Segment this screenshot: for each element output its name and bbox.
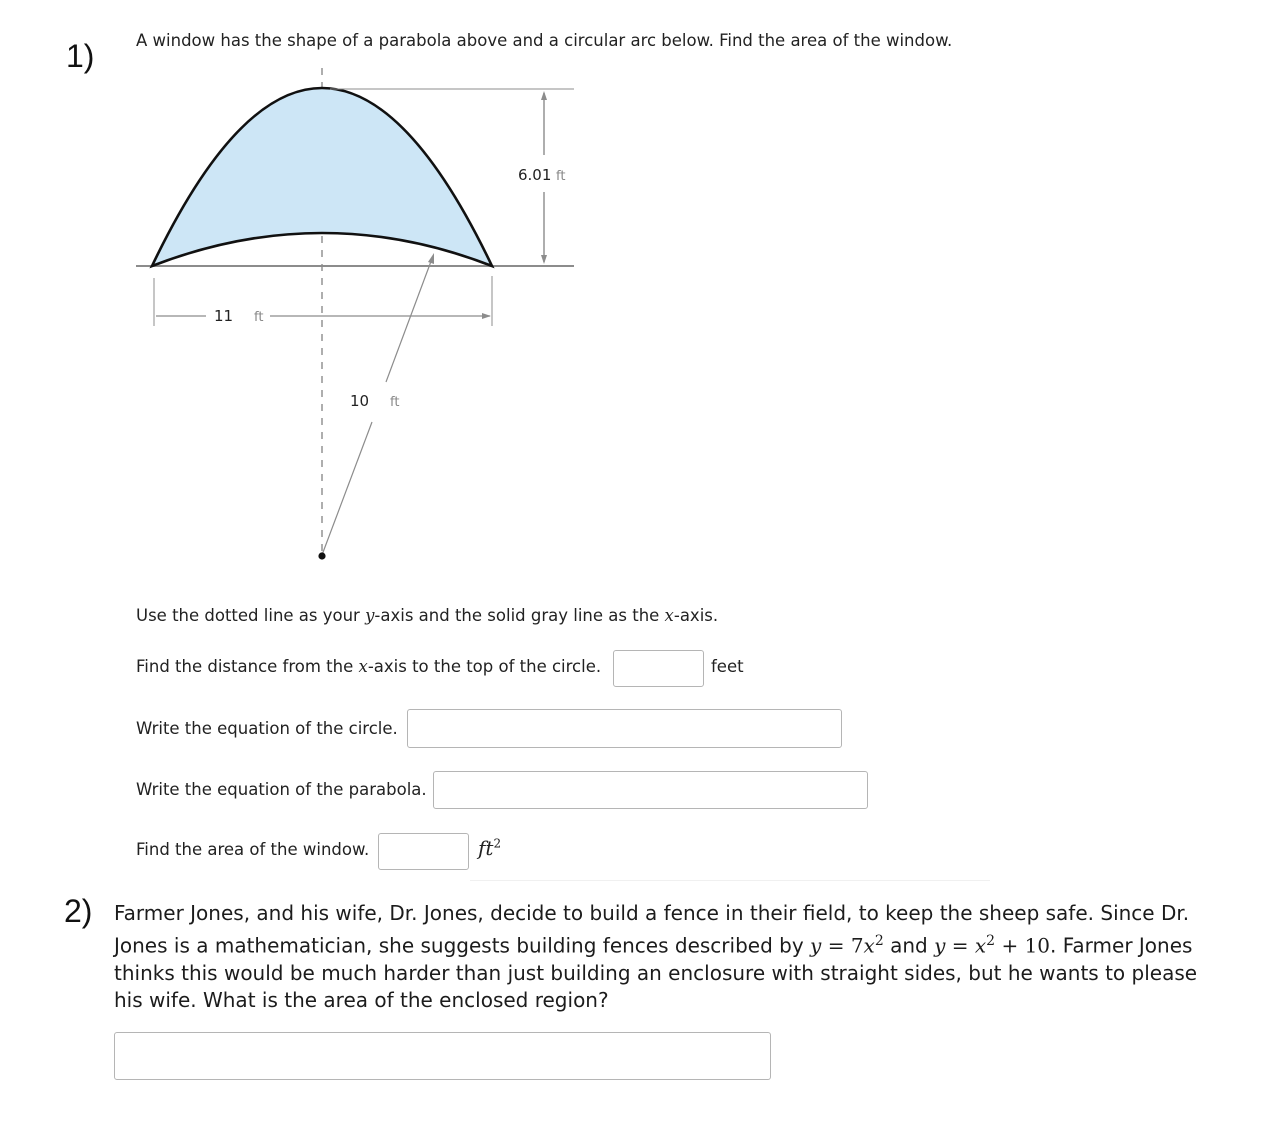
window-figure: [0, 0, 620, 580]
question-2-line-4: his wife. What is the area of the enclosed region?: [114, 988, 609, 1013]
height-arrow-up: [541, 91, 547, 100]
question-2-text: [114, 900, 1214, 1015]
question-1-number: 1): [66, 38, 95, 74]
question-2-line-3: thinks this would be much harder than just building an enclosure with straight sides, but he wants to please: [114, 960, 1198, 985]
area-unit: $ft^2$: [478, 836, 502, 860]
height-unit: ft: [556, 169, 566, 184]
question-2-number: 2): [64, 893, 93, 929]
width-arrow-right: [482, 313, 491, 319]
height-value: 6.01: [518, 166, 552, 184]
question-2-line-1: Farmer Jones, and his wife, Dr. Jones, decide to build a fence in their field, to keep the sheep safe. Since Dr.: [114, 901, 1190, 925]
radius-value: 10: [350, 392, 370, 410]
area-label: Find the area of the window.: [136, 840, 370, 859]
question-1-prompt: A window has the shape of a parabola above and a circular arc below. Find the area of the window.: [136, 31, 953, 50]
distance-label: Find the distance from the x-axis to the top of the circle.: [136, 657, 602, 676]
radius-line-lower: [322, 422, 372, 555]
radius-line-upper: [386, 256, 433, 382]
height-arrow-down: [541, 255, 547, 264]
question-2-answer-input[interactable]: [114, 1032, 771, 1080]
width-unit: ft: [254, 310, 264, 325]
radius-arrow: [428, 253, 434, 264]
distance-input[interactable]: [613, 650, 704, 687]
question-2-line-2: Jones is a mathematician, she suggests building fences described by $y = 7x^2$ and $y = x^2 + 10$. Farmer Jones: [114, 932, 1193, 958]
width-value: 11: [214, 307, 234, 325]
parabola-equation-label: Write the equation of the parabola.: [136, 780, 427, 799]
question-separator: [470, 880, 990, 881]
circle-center-point: [318, 552, 325, 559]
parabola-equation-input[interactable]: [433, 771, 868, 809]
circle-equation-input[interactable]: [407, 709, 842, 748]
axis-instruction: Use the dotted line as your y-axis and the solid gray line as the x-axis.: [136, 606, 719, 625]
distance-unit: feet: [711, 657, 744, 676]
radius-unit: ft: [390, 395, 400, 410]
circle-equation-label: Write the equation of the circle.: [136, 719, 398, 738]
area-input[interactable]: [378, 833, 469, 870]
